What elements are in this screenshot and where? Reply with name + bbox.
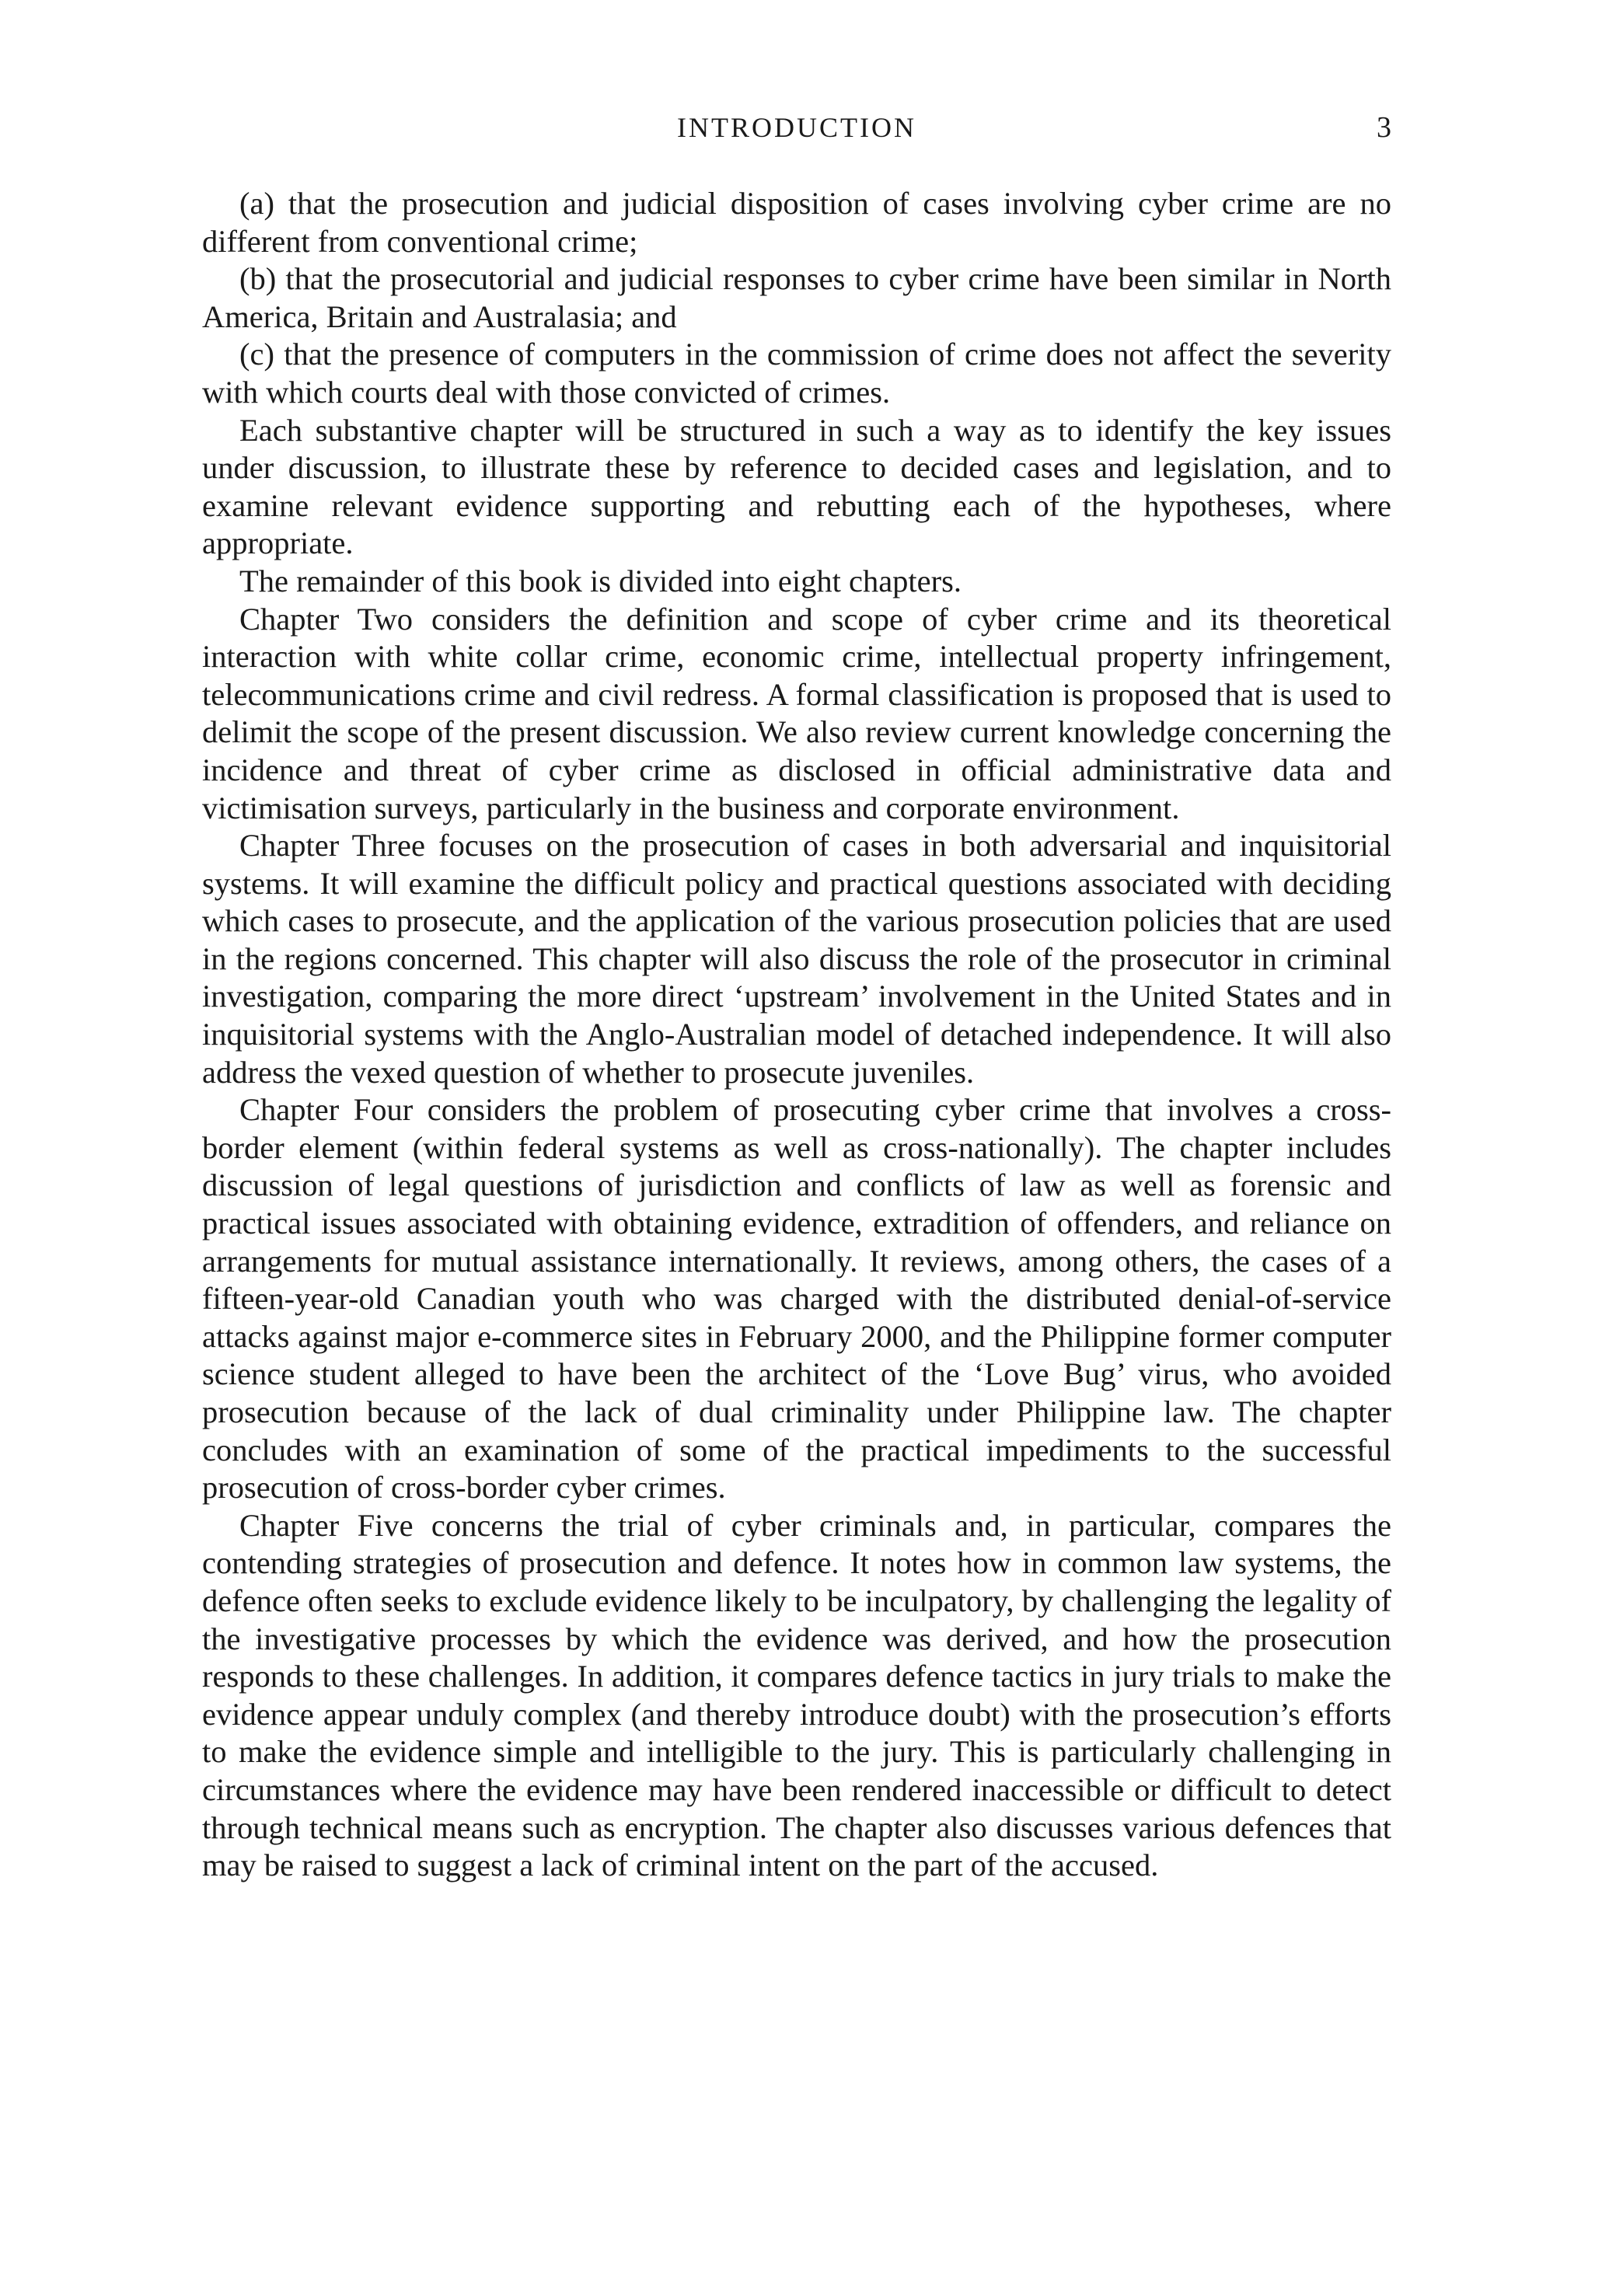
hypothesis-a: (a) that the prosecution and judicial disposition of cases involving cyber crime are no different from conventional crime; (202, 186, 1391, 259)
paragraph-chapter-four: Chapter Four considers the problem of prosecuting cyber crime that involves a cross-border element (within federal systems as well as cross-nationally). The chapter includes discussion of legal questions of jurisdiction and conflicts of law as well as forensic and practical issues associated with obtaining evidence, extradition of offenders, and reliance on arrangements for mutual assistance internationally. It reviews, among others, the cases of a fifteen-year-old Canadian youth who was charged with the distributed denial-of-service attacks against major e-commerce sites in February 2000, and the Philippine former computer science student alleged to have been the architect of the ‘Love Bug’ virus, who avoided prosecution because of the lack of dual criminality under Philippine law. The chapter concludes with an examination of some of the practical impediments to the successful prosecution of cross-border cyber crimes. (202, 1092, 1391, 1506)
hypothesis-b: (b) that the prosecutorial and judicial responses to cyber crime have been similar in North America, Britain and Australasia; and (202, 261, 1391, 334)
running-title: INTRODUCTION (677, 112, 916, 143)
paragraph-remainder: The remainder of this book is divided into eight chapters. (239, 563, 962, 598)
page-number: 3 (1377, 111, 1391, 144)
body-text (202, 185, 1391, 1885)
paragraph-chapter-three: Chapter Three focuses on the prosecution of cases in both adversarial and inquisitorial systems. It will examine the difficult policy and practical questions associated with deciding which cases to prosecute, and the application of the various prosecution policies that are used in the regions concerned. This chapter will also discuss the role of the prosecutor in criminal investigation, comparing the more direct ‘upstream’ involvement in the United States and in inquisitorial systems with the Anglo-Australian model of detached independence. It will also address the vexed question of whether to prosecute juveniles. (202, 828, 1391, 1090)
paragraph-structure: Each substantive chapter will be structured in such a way as to identify the key issues under discussion, to illustrate these by reference to decided cases and legislation, and to examine relevant evidence supporting and rebutting each of the hypotheses, where appropriate. (202, 412, 1391, 561)
hypothesis-c: (c) that the presence of computers in the commission of crime does not affect the severity with which courts deal with those convicted of crimes. (202, 337, 1391, 410)
paragraph-chapter-two: Chapter Two considers the definition and scope of cyber crime and its theoretical interaction with white collar crime, economic crime, intellectual property infringement, telecommunications crime and civil redress. A formal classification is proposed that is used to delimit the scope of the present discussion. We also review current knowledge concerning the incidence and threat of cyber crime as disclosed in official administrative data and victimisation surveys, particularly in the business and corporate environment. (202, 601, 1391, 825)
running-head (202, 110, 1391, 145)
paragraph-chapter-five: Chapter Five concerns the trial of cyber criminals and, in particular, compares the contending strategies of prosecution and defence. It notes how in common law systems, the defence often seeks to exclude evidence likely to be inculpatory, by challenging the legality of the investigative processes by which the evidence was derived, and how the prosecution responds to these challenges. In addition, it compares defence tactics in jury trials to make the evidence appear unduly complex (and thereby introduce doubt) with the prosecution’s efforts to make the evidence simple and intelligible to the jury. This is particularly challenging in circumstances where the evidence may have been rendered inaccessible or difficult to detect through technical means such as encryption. The chapter also discusses various defences that may be raised to suggest a lack of criminal intent on the part of the accused. (202, 1507, 1391, 1883)
